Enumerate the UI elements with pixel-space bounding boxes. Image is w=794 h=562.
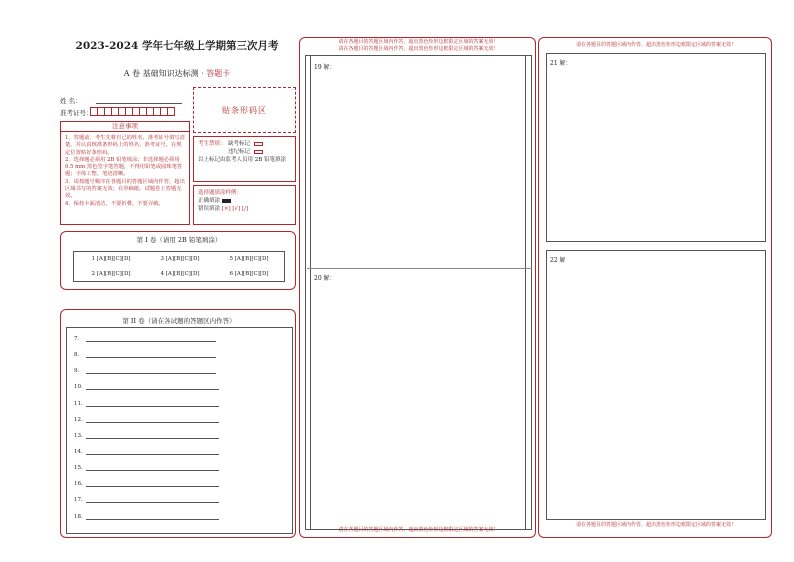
marks-box xyxy=(193,136,296,182)
question-row[interactable] xyxy=(74,417,219,423)
answer-area-19-20[interactable] xyxy=(305,55,532,530)
subjective-title: 第 II 卷（请在各试题的答题区内作答） xyxy=(122,317,236,325)
choice-item-1[interactable]: 1 [A][B][C][D] xyxy=(91,256,131,262)
notice-item: 2．选择题必须用 2B 铅笔填涂；非选择题必须用 0.5 mm 黑色签字笔答题，不得用铅笔或圆珠笔答题；字体工整、笔迹清晰。 xyxy=(65,156,183,178)
absent-checkbox[interactable] xyxy=(254,142,263,146)
subjective-section xyxy=(60,309,296,538)
choice-item-6[interactable]: 6 [A][B][C][D] xyxy=(229,271,269,277)
subtitle-separator: · xyxy=(201,69,204,78)
sample-title: 选择题填涂样例： xyxy=(198,190,243,196)
notice-title: 注意事项 xyxy=(60,121,190,132)
barcode-label: 贴条形码区 xyxy=(222,105,267,115)
choice-item-4[interactable]: 4 [A][B][C][D] xyxy=(160,271,200,277)
choice-item-5[interactable]: 5 [A][B][C][D] xyxy=(229,256,269,262)
question-row[interactable] xyxy=(74,481,219,487)
question-number: 18. xyxy=(74,514,83,520)
sample-box xyxy=(193,185,296,225)
question-number: 8. xyxy=(74,352,80,358)
question-number: 11. xyxy=(74,401,83,407)
warning-text-bottom: 请在各题目的答题区域内作答，超出黑色矩形边框限定区域的答案无效！ xyxy=(338,527,499,533)
question-number: 9. xyxy=(74,368,80,374)
question-19-label: 19 解： xyxy=(314,64,336,71)
answer-area-21[interactable] xyxy=(546,53,766,242)
divider xyxy=(307,268,532,269)
subjective-answer-area xyxy=(66,327,293,534)
question-row[interactable] xyxy=(74,336,216,342)
id-digit-box[interactable] xyxy=(167,107,175,116)
question-21-label: 21 解： xyxy=(550,60,572,67)
choice-item-2[interactable]: 2 [A][B][C][D] xyxy=(91,271,131,277)
notice-box xyxy=(60,132,190,225)
absent-label: 缺考标记 xyxy=(228,141,251,147)
subtitle-prefix: A 卷 基础知识达标测 xyxy=(123,69,199,78)
name-label: 姓 名： xyxy=(60,97,82,105)
marks-label: 考生禁填： xyxy=(198,141,226,147)
violation-label: 违纪标记 xyxy=(228,149,251,155)
question-number: 14. xyxy=(74,449,83,455)
exam-id-label: 准考证号： xyxy=(60,109,93,117)
name-field[interactable] xyxy=(96,103,182,104)
exam-title: 2023-2024 学年七年级上学期第三次月考 xyxy=(75,40,279,52)
wrong-label: 错误填涂 xyxy=(198,206,221,212)
violation-checkbox[interactable] xyxy=(254,150,263,154)
question-number: 16. xyxy=(74,481,83,487)
question-row[interactable] xyxy=(74,401,219,407)
choice-section xyxy=(60,231,296,290)
question-20-label: 20 解： xyxy=(314,275,336,282)
question-row[interactable] xyxy=(74,384,219,390)
choice-grid xyxy=(73,251,285,282)
question-row[interactable] xyxy=(74,352,216,358)
choice-title: 第 I 卷（请用 2B 铅笔填涂） xyxy=(136,236,222,244)
exam-subtitle xyxy=(66,68,288,79)
question-row[interactable] xyxy=(74,514,219,520)
question-number: 10. xyxy=(74,384,83,390)
correct-label: 正确填涂 xyxy=(198,198,221,204)
question-number: 17. xyxy=(74,497,83,503)
exam-id-boxes[interactable] xyxy=(90,107,174,116)
answer-column-3 xyxy=(538,37,772,538)
question-number: 12. xyxy=(74,417,83,423)
warning-text-bottom: 请在各题目的答题区域内作答，超出黑色矩形边框限定区域的答案无效！ xyxy=(575,522,736,528)
question-number: 15. xyxy=(74,465,83,471)
answer-area-22[interactable] xyxy=(546,250,766,520)
barcode-area xyxy=(193,87,296,133)
question-number: 13. xyxy=(74,433,83,439)
question-row[interactable] xyxy=(74,465,219,471)
warning-text-top: 请在各题目的答题区域内作答，超出黑色矩形边框限定区域的答案无效！ xyxy=(575,42,736,48)
wrong-marks: [×] [√] [/] xyxy=(221,206,249,212)
question-22-label: 22 解 xyxy=(550,257,566,264)
warning-text-top: 请在各题目的答题区域内作答，超出黑色矩形边框限定区域的答案无效！ xyxy=(338,46,499,52)
correct-fill-sample xyxy=(222,199,231,203)
question-row[interactable] xyxy=(74,433,219,439)
subtitle-suffix: 答题卡 xyxy=(206,69,231,78)
question-row[interactable] xyxy=(74,368,216,374)
question-row[interactable] xyxy=(74,497,219,503)
warning-text-top: 请在各题目的答题区域内作答，超出黑色矩形边框限定区域的答案无效！ xyxy=(338,39,499,45)
marks-note: 以上标记由监考人员用 2B 铅笔填涂 xyxy=(198,157,287,163)
answer-column-2 xyxy=(299,37,536,538)
question-row[interactable] xyxy=(74,449,219,455)
notice-item: 4．保持卡面清洁，不要折叠、不要弄破。 xyxy=(65,200,164,207)
notice-item: 3．请按题号顺序在各题目的答题区域内作答，超出区域书写的答案无效；在草稿纸、试题卷上答题无效。 xyxy=(65,178,185,200)
choice-item-3[interactable]: 3 [A][B][C][D] xyxy=(160,256,200,262)
question-number: 7. xyxy=(74,336,80,342)
notice-item: 1．答题前，考生先将自己的姓名，准考证号填写清楚，并认真核准条形码上的姓名、准考证号，在规定位置贴好条形码。 xyxy=(65,135,185,156)
